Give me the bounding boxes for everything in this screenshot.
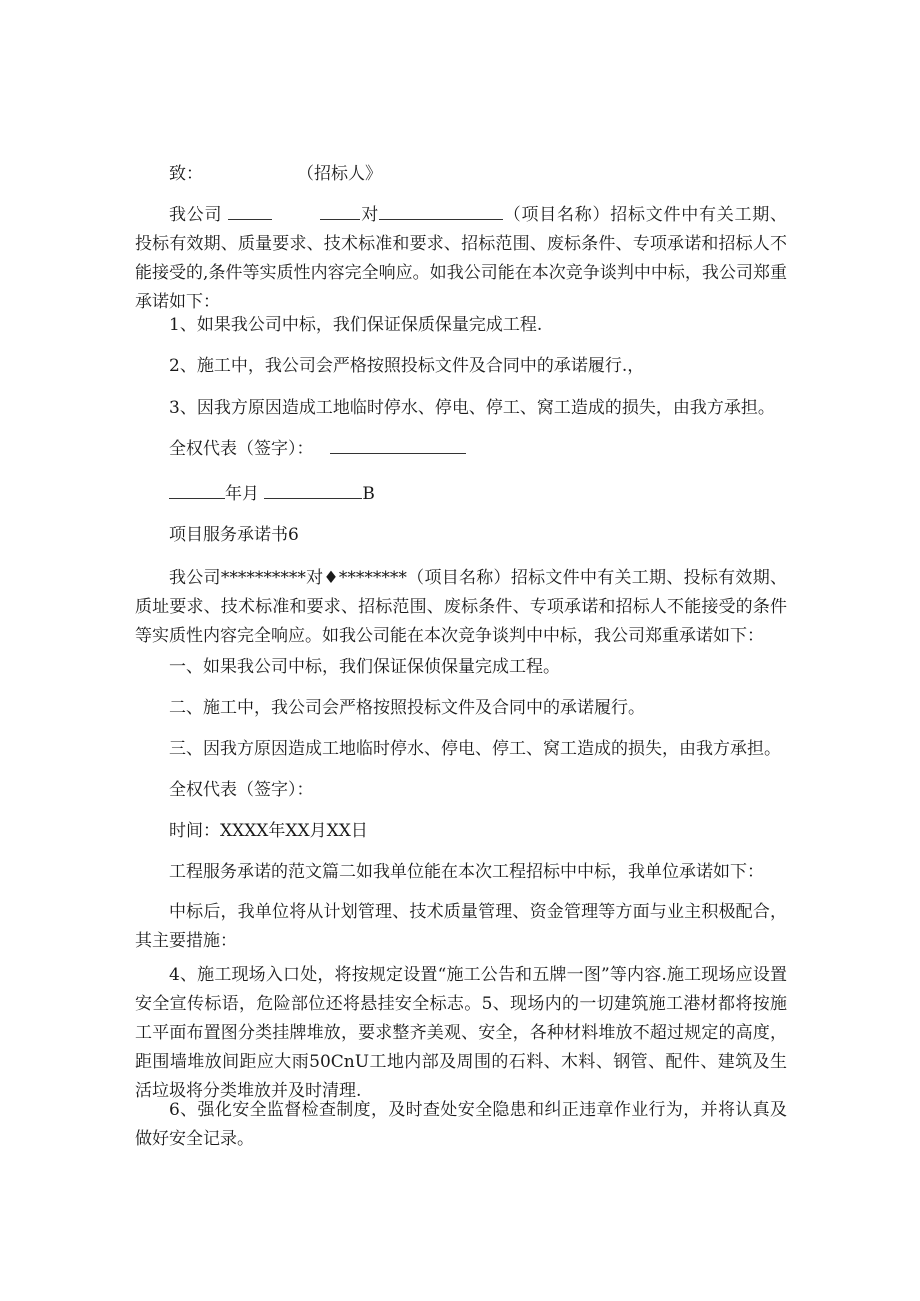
letter2-item-3: 三、因我方原因造成工地临时停水、停电、停工、窝工造成的损失，由我方承担。 [169, 739, 781, 759]
letter3-item-4: 4、施工现场入口处，将按规定设置“施工公告和五牌一图”等内容.施工现场应设置安全宣传标语，危险部位还将悬挂安全标志。5、现场内的一切建筑施工港材都将按施工平面布置图分类挂牌堆放，要求整齐美观、安全，各种材料堆放不超过规定的高度，距围墙堆放间距应大雨50CnU工地内部及周围的石料、木料、钢管、配件、建筑及生活垃圾将分类堆放并及时清理. [135, 965, 787, 1101]
year-blank [169, 480, 225, 499]
letter1-date-day: B [362, 484, 375, 504]
salutation [135, 160, 787, 189]
letter1-item-1: 1、如果我公司中标，我们保证保质保量完成工程. [169, 315, 543, 335]
letter1-signature-label: 全权代表（签字）： [169, 439, 314, 459]
letter1-date-year: 年月 [225, 484, 259, 504]
letter2-heading: 项目服务承诺书6 [169, 525, 299, 545]
letter1-item-2: 2、施工中，我公司会严格按照投标文件及合同中的承诺履行.， [169, 356, 645, 376]
salutation-prefix: 致： [169, 164, 203, 184]
recipient-placeholder: （招标人》 [297, 164, 382, 184]
letter1-item-3: 3、因我方原因造成工地临时停水、停电、停工、窝工造成的损失，由我方承担。 [169, 398, 775, 418]
letter2-date-line: 时间：XXXX年XX月XX日 [169, 821, 368, 841]
letter1-intro [135, 201, 787, 317]
letter1-intro-body: （项目名称）招标文件中有关工期、投标有效期、质量要求、技术标准和要求、招标范围、废标条件、专项承诺和招标人不能接受的,条件等实质性内容完全响应。如我公司能在本次竞争谈判中中标，我公司郑重承诺如下： [135, 205, 788, 312]
company-name-blank-2 [320, 201, 360, 220]
letter3-measures-intro: 中标后，我单位将从计划管理、技术质量管理、资金管理等方面与业主积极配合，其主要措施： [135, 902, 787, 951]
letter1-intro-company: 我公司 [169, 205, 223, 225]
letter3-item-6: 6、强化安全监督检查制度，及时查处安全隐患和纠正违章作业行为，并将认真及做好安全记录。 [135, 1100, 787, 1149]
letter1-intro-to: 对 [360, 205, 379, 225]
letter1-date-line [135, 480, 787, 509]
letter3-intro: 工程服务承诺的范文篇二如我单位能在本次工程招标中中标，我单位承诺如下： [169, 862, 764, 882]
day-blank [264, 480, 362, 499]
letter2-item-1: 一、如果我公司中标，我们保证保侦保量完成工程。 [169, 657, 560, 677]
letter2-item-2: 二、施工中，我公司会严格按照投标文件及合同中的承诺履行。 [169, 698, 645, 718]
letter1-signature-line [135, 435, 787, 464]
signature-blank [330, 435, 466, 454]
project-name-blank [379, 201, 503, 220]
letter2-intro: 我公司**********对♦********（项目名称）招标文件中有关工期、投标有效期、质址要求、技术标准和要求、招标范围、废标条件、专项承诺和招标人不能接受的条件等实质性内容完全响应。如我公司能在本次竞争谈判中中标，我公司郑重承诺如下： [135, 568, 787, 646]
letter2-signature-label: 全权代表（签字）： [169, 780, 314, 800]
company-name-blank [228, 201, 272, 220]
